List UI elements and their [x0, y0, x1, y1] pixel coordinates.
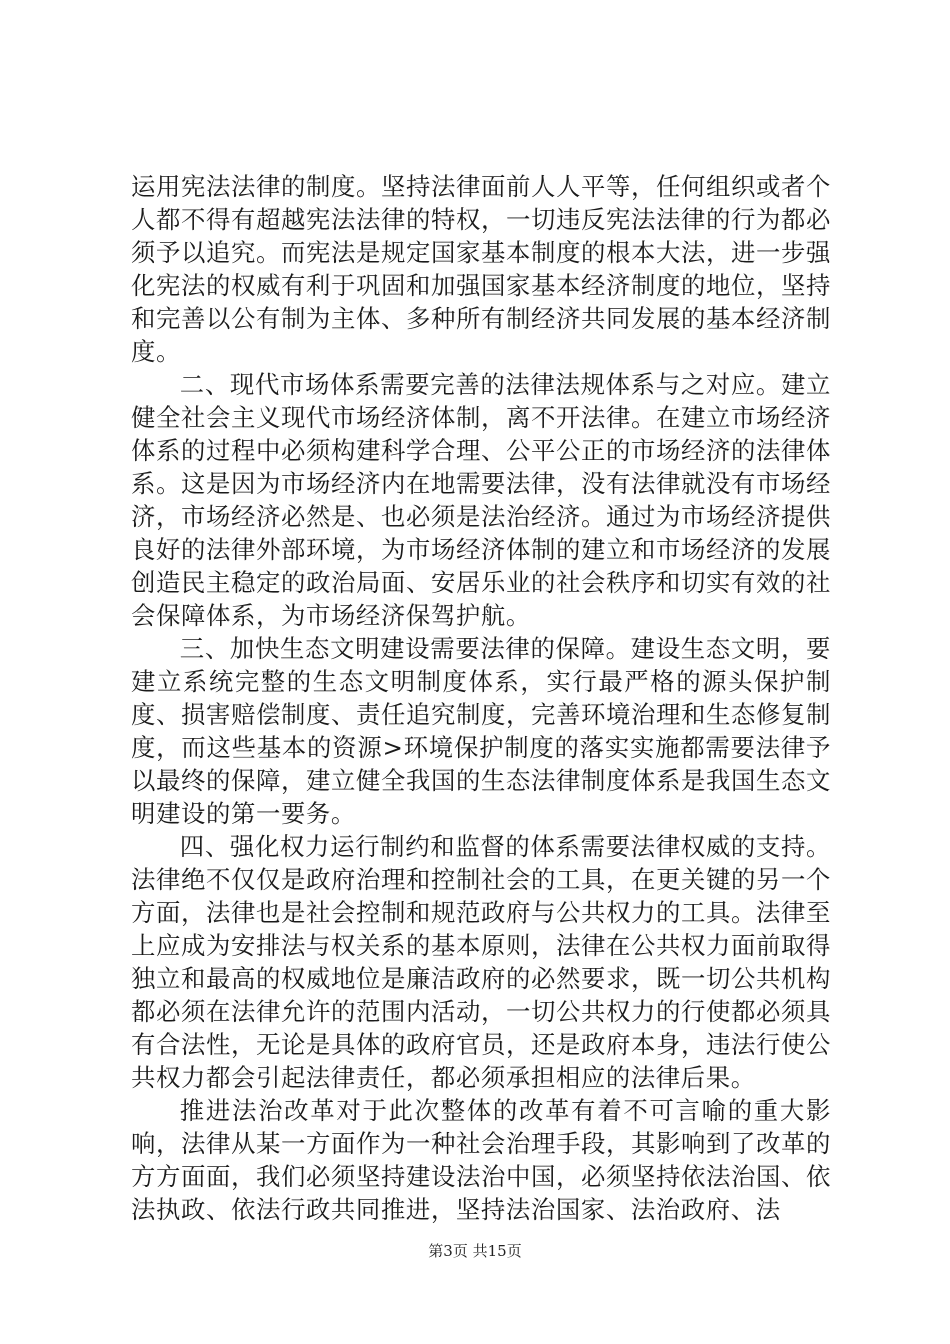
paragraph-rule-of-law-reform: 推进法治改革对于此次整体的改革有着不可言喻的重大影响，法律从某一方面作为一种社会治理手段，其影响到了改革的方方面面，我们必须坚持建设法治中国，必须坚持依法治国、依法执政、依法行政共同推进，坚持法治国家、法治政府、法	[131, 1096, 831, 1224]
paragraph-market-system: 二、现代市场体系需要完善的法律法规体系与之对应。建立健全社会主义现代市场经济体制，离不开法律。在建立市场经济体系的过程中必须构建科学合理、公平公正的市场经济的法律体系。这是因为市场经济内在地需要法律，没有法律就没有市场经济，市场经济必然是、也必须是法治经济。通过为市场经济提供良好的法律外部环境，为市场经济体制的建立和市场经济的发展创造民主稳定的政治局面、安居乐业的社会秩序和切实有效的社会保障体系，为市场经济保驾护航。	[131, 370, 831, 630]
document-body	[131, 170, 831, 1226]
paragraph-continuation: 运用宪法法律的制度。坚持法律面前人人平等，任何组织或者个人都不得有超越宪法法律的特权，一切违反宪法法律的行为都必须予以追究。而宪法是规定国家基本制度的根本大法，进一步强化宪法的权威有利于巩固和加强国家基本经济制度的地位，坚持和完善以公有制为主体、多种所有制经济共同发展的基本经济制度。	[131, 172, 831, 366]
paragraph-power-supervision: 四、强化权力运行制约和监督的体系需要法律权威的支持。法律绝不仅仅是政府治理和控制社会的工具，在更关键的另一个方面，法律也是社会控制和规范政府与公共权力的工具。法律至上应成为安排法与权关系的基本原则，法律在公共权力面前取得独立和最高的权威地位是廉洁政府的必然要求，既一切公共机构都必须在法律允许的范围内活动，一切公共权力的行使都必须具有合法性，无论是具体的政府官员，还是政府本身，违法行使公共权力都会引起法律责任，都必须承担相应的法律后果。	[131, 832, 831, 1092]
page-number-footer: 第3页 共15页	[428, 1242, 522, 1260]
paragraph-ecological-civilization: 三、加快生态文明建设需要法律的保障。建设生态文明，要建立系统完整的生态文明制度体系，实行最严格的源头保护制度、损害赔偿制度、责任追究制度，完善环境治理和生态修复制度，而这些基本的资源>环境保护制度的落实实施都需要法律予以最终的保障，建立健全我国的生态法律制度体系是我国生态文明建设的第一要务。	[131, 634, 831, 828]
